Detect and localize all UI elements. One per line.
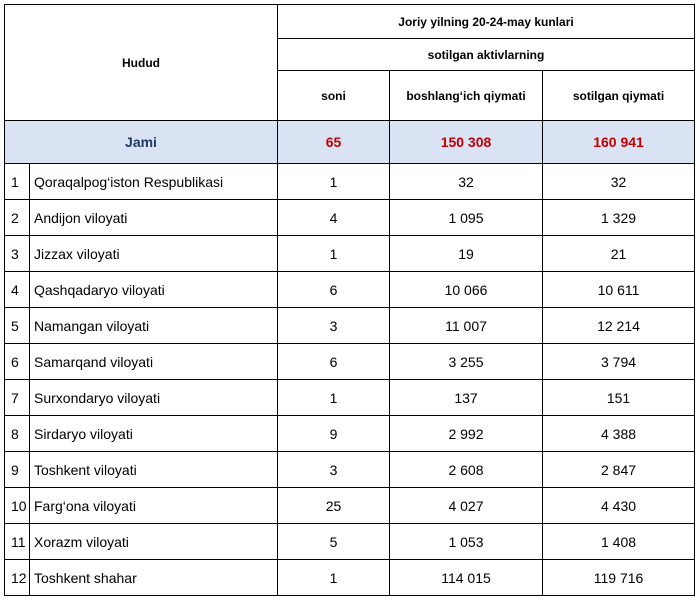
asset-count: 3 [278, 452, 390, 488]
total-initial: 150 308 [390, 121, 543, 164]
initial-value: 114 015 [390, 560, 543, 596]
initial-value: 2 608 [390, 452, 543, 488]
row-number: 4 [5, 272, 30, 308]
sold-value: 1 329 [543, 200, 695, 236]
table-row [5, 164, 695, 200]
asset-count: 1 [278, 380, 390, 416]
initial-value: 19 [390, 236, 543, 272]
region-name: Namangan viloyati [30, 308, 278, 344]
region-name: Jizzax viloyati [30, 236, 278, 272]
sold-value-header: sotilgan qiymati [543, 71, 695, 121]
initial-value: 11 007 [390, 308, 543, 344]
table-row [5, 308, 695, 344]
initial-value: 4 027 [390, 488, 543, 524]
initial-value: 10 066 [390, 272, 543, 308]
region-name: Sirdaryo viloyati [30, 416, 278, 452]
assets-table [4, 4, 695, 596]
sold-value: 10 611 [543, 272, 695, 308]
region-name: Samarqand viloyati [30, 344, 278, 380]
initial-value: 1 053 [390, 524, 543, 560]
asset-count: 3 [278, 308, 390, 344]
group-header: sotilgan aktivlarning [278, 39, 695, 71]
initial-value-header: boshlang‘ich qiymati [390, 71, 543, 121]
table-row [5, 380, 695, 416]
table-row [5, 560, 695, 596]
row-number: 8 [5, 416, 30, 452]
total-row [5, 121, 695, 164]
initial-value: 137 [390, 380, 543, 416]
asset-count: 25 [278, 488, 390, 524]
total-label: Jami [5, 121, 278, 164]
region-name: Andijon viloyati [30, 200, 278, 236]
region-name: Surxondaryo viloyati [30, 380, 278, 416]
asset-count: 5 [278, 524, 390, 560]
table-row [5, 416, 695, 452]
row-number: 6 [5, 344, 30, 380]
table-row [5, 524, 695, 560]
sold-value: 4 430 [543, 488, 695, 524]
sold-value: 119 716 [543, 560, 695, 596]
asset-count: 1 [278, 560, 390, 596]
sold-value: 21 [543, 236, 695, 272]
row-number: 11 [5, 524, 30, 560]
asset-count: 4 [278, 200, 390, 236]
sold-value: 1 408 [543, 524, 695, 560]
sold-value: 151 [543, 380, 695, 416]
sold-value: 12 214 [543, 308, 695, 344]
table-row [5, 236, 695, 272]
initial-value: 32 [390, 164, 543, 200]
table-row [5, 344, 695, 380]
total-sold: 160 941 [543, 121, 695, 164]
period-header: Joriy yilning 20-24-may kunlari [278, 5, 695, 39]
asset-count: 1 [278, 164, 390, 200]
asset-count: 9 [278, 416, 390, 452]
region-name: Toshkent viloyati [30, 452, 278, 488]
sold-value: 4 388 [543, 416, 695, 452]
row-number: 7 [5, 380, 30, 416]
row-number: 5 [5, 308, 30, 344]
initial-value: 1 095 [390, 200, 543, 236]
sold-value: 32 [543, 164, 695, 200]
region-name: Farg‘ona viloyati [30, 488, 278, 524]
row-number: 1 [5, 164, 30, 200]
region-name: Toshkent shahar [30, 560, 278, 596]
sold-value: 3 794 [543, 344, 695, 380]
row-number: 12 [5, 560, 30, 596]
table-row [5, 452, 695, 488]
asset-count: 6 [278, 272, 390, 308]
region-header: Hudud [5, 5, 278, 121]
asset-count: 1 [278, 236, 390, 272]
row-number: 9 [5, 452, 30, 488]
row-number: 3 [5, 236, 30, 272]
initial-value: 2 992 [390, 416, 543, 452]
sold-value: 2 847 [543, 452, 695, 488]
region-name: Qashqadaryo viloyati [30, 272, 278, 308]
initial-value: 3 255 [390, 344, 543, 380]
table-row [5, 272, 695, 308]
table-row [5, 200, 695, 236]
total-count: 65 [278, 121, 390, 164]
table-row [5, 488, 695, 524]
region-name: Qoraqalpog‘iston Respublikasi [30, 164, 278, 200]
row-number: 2 [5, 200, 30, 236]
row-number: 10 [5, 488, 30, 524]
count-header: soni [278, 71, 390, 121]
asset-count: 6 [278, 344, 390, 380]
region-name: Xorazm viloyati [30, 524, 278, 560]
